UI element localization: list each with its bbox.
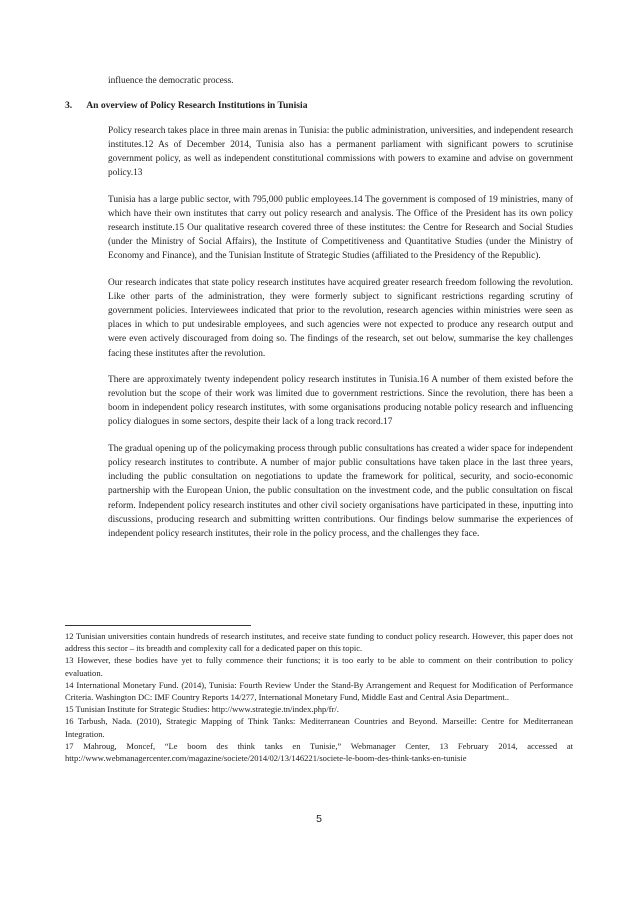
footnote: 16 Tarbush, Nada. (2010), Strategic Mapping of Think Tanks: Mediterranean Countries and Beyond. Marseille: Centre for Mediterranean Integration.	[65, 716, 573, 739]
section-heading	[65, 100, 308, 111]
footnotes	[65, 630, 573, 764]
page-number: 5	[316, 813, 322, 825]
paragraph: Tunisia has a large public sector, with 795,000 public employees.14 The government is composed of 19 ministries, many of which have their own institutes that carry out policy research and analysis. The Office of the President has its own policy research institute.15 Our qualitative research covered three of these institutes: the Centre for Research and Social Studies (under the Ministry of Social Affairs), the Institute of Competitiveness and Quantitative Studies (under the Ministry of Economy and Finance), and the Tunisian Institute of Strategic Studies (affiliated to the Presidency of the Republic).	[108, 194, 573, 262]
paragraph: The gradual opening up of the policymaking process through public consultations has created a wider space for independent policy research institutes to contribute. A number of major public consultations have taken place in the last three years, including the public consultation on negotiations to update the framework for political, security, and socio-economic partnership with the European Union, the public consultation on the investment code, and the public consultation on fiscal reform. Independent policy research institutes and other civil society organisations have participated in these, inputting into discussions, producing research and submitting written contributions. Our findings below summarise the experiences of independent policy research institutes, their role in the policy process, and the challenges they face.	[108, 444, 573, 539]
footnote: 15 Tunisian Institute for Strategic Studies: http://www.strategie.tn/index.php/fr/.	[65, 704, 339, 715]
intro-text-fragment: influence the democratic process.	[108, 76, 234, 86]
paragraph: There are approximately twenty independent policy research institutes in Tunisia.16 A number of them existed before the revolution but the scope of their work was limited due to government restrictions. Since the revolution, there has been a boom in independent policy research institutes, with some organisations producing notable policy research and influencing policy dialogues in some sectors, despite their lack of a long track record.17	[108, 375, 573, 428]
section-title: An overview of Policy Research Institutions in Tunisia	[86, 100, 308, 111]
section-number: 3.	[65, 100, 73, 111]
paragraph: Policy research takes place in three main arenas in Tunisia: the public administration, universities, and independent research institutes.12 As of December 2014, Tunisia also has a permanent parliament with significant powers to scrutinise government policy, as well as independent constitutional commissions with powers to examine and advise on government policy.13	[108, 126, 573, 179]
footnote: 14 International Monetary Fund. (2014), Tunisia: Fourth Review Under the Stand-By Arrangement and Request for Modification of Performance Criteria. Washington DC: IMF Country Reports 14/277, International Monetary Fund, Middle East and Central Asia Department..	[65, 679, 573, 703]
footnote: 17 Mahroug, Moncef, “Le boom des think tanks en Tunisie,” Webmanager Center, 13 February 2014, accessed at http://www.webmanagercenter.com/magazine/societe/2014/02/13/146221/societe-le-boom-des-think-tanks-en-tunisie	[65, 740, 573, 764]
footnote-separator	[65, 625, 251, 626]
section-body	[108, 124, 573, 553]
paragraph: Our research indicates that state policy research institutes have acquired greater research freedom following the revolution. Like other parts of the administration, they were formerly subject to significant restrictions regarding scrutiny of government policies. Interviewees indicated that prior to the revolution, research agencies within ministries were seen as places in which to put undesirable employees, and such agencies were not expected to produce any research output and were even actively discouraged from doing so. The findings of the research, set out below, summarise the key challenges facing these institutes after the revolution.	[108, 278, 573, 359]
footnote: 12 Tunisian universities contain hundreds of research institutes, and receive state funding to conduct policy research. However, this paper does not address this sector – its breadth and complexity call for a dedicated paper on this topic.	[65, 631, 573, 654]
footnote: 13 However, these bodies have yet to fully commence their functions; it is too early to be able to comment on their contribution to policy evaluation.	[65, 655, 573, 678]
